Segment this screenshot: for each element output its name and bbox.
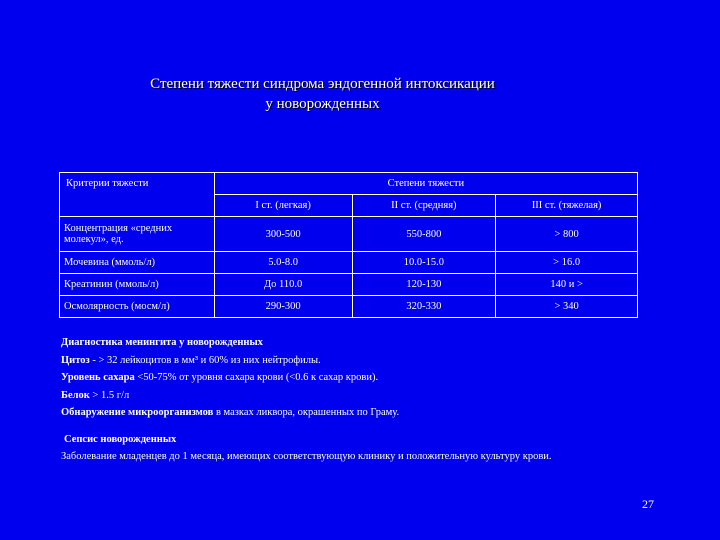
severity-header: Степени тяжести — [214, 173, 637, 195]
notes-block — [61, 334, 701, 466]
table-cell: > 800 — [496, 217, 638, 252]
title-line-1: Степени тяжести синдрома эндогенной интоксикации — [150, 76, 495, 92]
degree-2-header: II ст. (средняя) — [352, 195, 496, 217]
table-cell: 300-500 — [214, 217, 352, 252]
row-label: Осмолярность (мосм/л) — [60, 296, 215, 318]
criteria-header: Критерии тяжести — [60, 173, 215, 217]
page-number: 27 — [642, 497, 654, 511]
severity-table — [59, 172, 638, 318]
table-row — [60, 296, 638, 318]
table-cell: > 16.0 — [496, 252, 638, 274]
table-header-row — [60, 173, 638, 195]
meningitis-title: Диагностика менингита у новорожденных — [61, 337, 263, 348]
table-row — [60, 274, 638, 296]
sepsis-title: Сепсис новорожденных — [64, 433, 177, 445]
table-cell: > 340 — [496, 296, 638, 318]
table-cell: 5.0-8.0 — [214, 252, 352, 274]
table-cell: 10.0-15.0 — [352, 252, 496, 274]
sugar-line: Уровень сахара <50-75% от уровня сахара крови (<0.6 к сахар крови). — [61, 372, 379, 383]
table-row — [60, 217, 638, 252]
row-label: Концентрация «средних молекул», ед. — [60, 217, 215, 252]
microorganism-line: Обнаружение микроорганизмов в мазках ликвора, окрашенных по Граму. — [61, 407, 400, 418]
cytosis-line: Цитоз - > 32 лейкоцитов в мм³ и 60% из них нейтрофилы. — [61, 354, 321, 366]
degree-1-header: I ст. (легкая) — [214, 195, 352, 217]
sepsis-text: Заболевание младенцев до 1 месяца, имеющих соответствующую клинику и положительную культуру крови. — [61, 451, 552, 462]
title-line-2: у новорожденных — [265, 96, 380, 112]
table-cell: До 110.0 — [214, 274, 352, 296]
table-cell: 290-300 — [214, 296, 352, 318]
degree-3-header: III ст. (тяжелая) — [496, 195, 638, 217]
row-label: Креатинин (ммоль/л) — [60, 274, 215, 296]
table-cell: 140 и > — [496, 274, 638, 296]
table-cell: 320-330 — [352, 296, 496, 318]
table-cell: 550-800 — [352, 217, 496, 252]
table-row — [60, 252, 638, 274]
row-label: Мочевина (ммоль/л) — [60, 252, 215, 274]
slide-title — [0, 74, 720, 114]
table-cell: 120-130 — [352, 274, 496, 296]
protein-line: Белок > 1.5 г/л — [61, 389, 130, 401]
